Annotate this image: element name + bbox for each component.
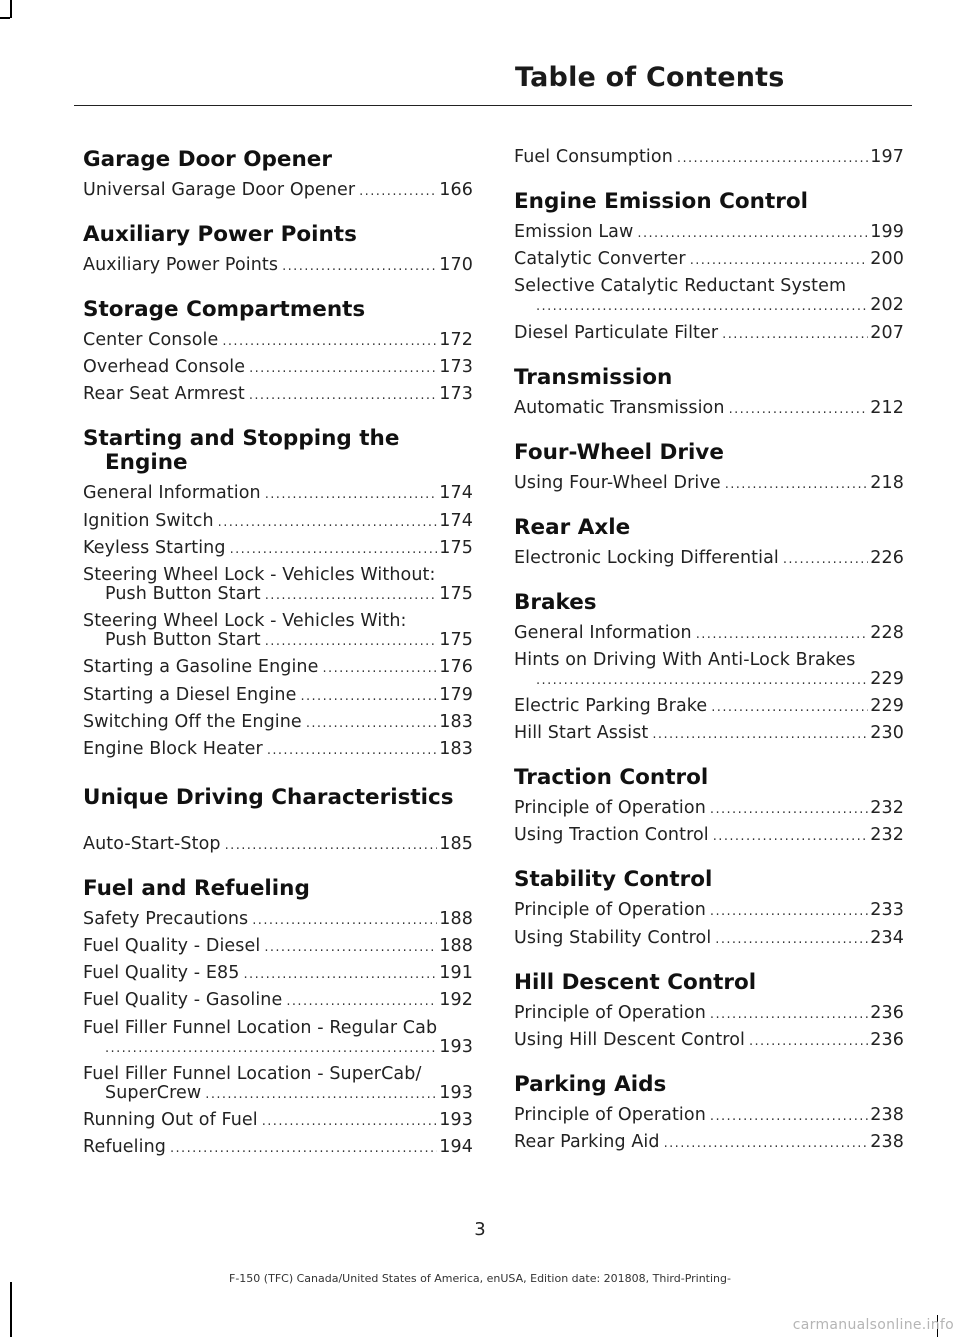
- toc-entry[interactable]: [514, 324, 904, 344]
- entry-page: 174: [439, 483, 473, 504]
- section-heading: Four-Wheel Drive: [514, 439, 724, 465]
- entry-page: 166: [439, 180, 473, 200]
- entry-title-line1: Steering Wheel Lock - Vehicles Without:: [83, 564, 436, 585]
- dot-leader: [713, 827, 869, 846]
- toc-entry[interactable]: [514, 1031, 904, 1051]
- entry-title: Emission Law: [514, 222, 634, 242]
- entry-page: 193: [439, 1110, 473, 1130]
- dot-leader: [244, 965, 438, 984]
- entry-title-line2: Push Button Start: [105, 583, 261, 604]
- section-heading: Unique Driving Characteristics: [83, 784, 454, 810]
- entry-title: Switching Off the Engine: [83, 711, 302, 732]
- section-heading: Parking Aids: [514, 1071, 667, 1097]
- entry-page: 232: [870, 825, 904, 846]
- entry-page: 175: [439, 583, 473, 604]
- entry-page: 172: [439, 330, 473, 350]
- entry-page: 230: [870, 723, 904, 744]
- entry-title: General Information: [514, 622, 692, 643]
- toc-entry[interactable]: [83, 1111, 473, 1131]
- entry-title: Fuel Quality - Gasoline: [83, 990, 283, 1011]
- spacer: [83, 819, 473, 835]
- toc-entry[interactable]: [83, 331, 473, 351]
- toc-entry[interactable]: [514, 250, 904, 270]
- dot-leader: [664, 1134, 869, 1153]
- dot-leader: [710, 800, 868, 819]
- entry-page: 232: [870, 798, 904, 819]
- dot-leader: [690, 251, 869, 270]
- toc-entry[interactable]: [514, 624, 904, 644]
- entry-title: Fuel Quality - Diesel: [83, 936, 261, 957]
- entry-title: Fuel Quality - E85: [83, 963, 240, 984]
- dot-leader: [249, 386, 437, 405]
- entry-title: Auto-Start-Stop: [83, 833, 221, 854]
- entry-title: Using Traction Control: [514, 825, 709, 846]
- toc-entry[interactable]: [514, 223, 904, 243]
- section-heading: Hill Descent Control: [514, 969, 757, 995]
- section-heading: Engine Emission Control: [514, 189, 808, 214]
- entry-title-line2: SuperCrew: [105, 1082, 202, 1103]
- entry-page: 175: [439, 537, 473, 558]
- dot-leader: [715, 930, 868, 949]
- section-heading: Fuel and Refueling: [83, 875, 310, 901]
- entry-page: 200: [870, 249, 904, 270]
- entry-title: Refueling: [83, 1137, 166, 1158]
- entry-title: Electric Parking Brake: [514, 695, 708, 716]
- entry-page: 188: [439, 936, 473, 957]
- toc-entry[interactable]: [83, 937, 473, 957]
- toc-entry[interactable]: [83, 358, 473, 378]
- toc-entry[interactable]: [514, 549, 904, 569]
- dot-leader: [249, 359, 437, 378]
- entry-page: 173: [439, 384, 473, 405]
- section-heading: Auxiliary Power Points: [83, 222, 357, 247]
- entry-page: 174: [439, 510, 473, 531]
- section-heading-line2: Engine: [105, 450, 188, 476]
- entry-title: Using Four-Wheel Drive: [514, 472, 721, 493]
- dot-leader: [323, 659, 438, 678]
- entry-page: 175: [439, 630, 473, 651]
- entry-page: 233: [870, 900, 904, 921]
- entry-page: 234: [870, 927, 904, 948]
- page-title: Table of Contents: [515, 62, 785, 93]
- entry-page: 173: [439, 357, 473, 378]
- toc-entry[interactable]: [514, 826, 904, 846]
- toc-entry[interactable]: [83, 686, 473, 706]
- entry-title: Using Hill Descent Control: [514, 1029, 745, 1050]
- toc-entry[interactable]: [514, 901, 904, 921]
- entry-title: Hill Start Assist: [514, 723, 649, 744]
- dot-leader: [359, 182, 437, 201]
- toc-entry[interactable]: [83, 181, 473, 201]
- dot-leader: [252, 911, 437, 930]
- entry-title-line1: Selective Catalytic Reductant System: [514, 276, 847, 297]
- dot-leader: [722, 325, 868, 344]
- dot-leader: [652, 725, 868, 744]
- dot-leader: [536, 297, 868, 316]
- section-heading: Garage Door Opener: [83, 147, 332, 172]
- toc-entry[interactable]: [83, 991, 473, 1011]
- entry-title: Auxiliary Power Points: [83, 255, 279, 275]
- toc-entry[interactable]: [83, 612, 473, 651]
- entry-page: 199: [870, 222, 904, 242]
- toc-entry[interactable]: [514, 697, 904, 717]
- entry-title: Universal Garage Door Opener: [83, 180, 356, 200]
- toc-entry[interactable]: [83, 910, 473, 930]
- entry-title: Starting a Diesel Engine: [83, 684, 297, 705]
- section-heading: Storage Compartments: [83, 297, 366, 322]
- dot-leader: [265, 586, 438, 605]
- entry-title: Using Stability Control: [514, 927, 712, 948]
- toc-entry[interactable]: [83, 566, 473, 605]
- page-number: 3: [474, 1219, 486, 1240]
- entry-title: General Information: [83, 483, 261, 504]
- toc-entry[interactable]: [83, 964, 473, 984]
- entry-title: Starting a Gasoline Engine: [83, 657, 319, 678]
- entry-title-line2: Push Button Start: [105, 630, 261, 651]
- entry-page: 183: [439, 738, 473, 759]
- dot-leader: [282, 257, 437, 276]
- entry-page: 236: [870, 1029, 904, 1050]
- entry-page: 183: [439, 711, 473, 732]
- toc-entry[interactable]: [83, 1065, 473, 1104]
- dot-leader: [264, 938, 437, 957]
- dot-leader: [696, 625, 869, 644]
- watermark: carmanualsonline.info: [792, 1317, 954, 1333]
- dot-leader: [265, 485, 438, 504]
- entry-page: 218: [870, 472, 904, 493]
- title-divider: [74, 105, 912, 106]
- dot-leader: [725, 475, 869, 494]
- toc-entry[interactable]: [514, 1106, 904, 1126]
- dot-leader: [783, 550, 868, 569]
- entry-page: 185: [439, 833, 473, 854]
- dot-leader: [225, 836, 438, 855]
- entry-page: 236: [870, 1002, 904, 1023]
- entry-title: Fuel Consumption: [514, 147, 673, 167]
- entry-page: 212: [870, 397, 904, 418]
- toc-entry[interactable]: [83, 740, 473, 760]
- entry-page: 226: [870, 547, 904, 568]
- section-heading: [83, 427, 473, 475]
- toc-entry[interactable]: [83, 835, 473, 855]
- entry-title: Electronic Locking Differential: [514, 547, 779, 568]
- crop-mark: [10, 1282, 12, 1337]
- toc-entry[interactable]: [83, 1019, 473, 1058]
- dot-leader: [306, 714, 437, 733]
- entry-page: 179: [439, 684, 473, 705]
- dot-leader: [710, 1107, 868, 1126]
- entry-title: Automatic Transmission: [514, 397, 725, 418]
- toc-entry[interactable]: [514, 651, 904, 690]
- toc-entry[interactable]: [514, 148, 904, 168]
- entry-page: 176: [439, 657, 473, 678]
- entry-page: 191: [439, 963, 473, 984]
- dot-leader: [536, 671, 868, 690]
- entry-page: 192: [439, 990, 473, 1011]
- entry-title: Rear Seat Armrest: [83, 384, 245, 405]
- entry-title: Rear Parking Aid: [514, 1131, 660, 1152]
- entry-title-line1: Steering Wheel Lock - Vehicles With:: [83, 611, 407, 632]
- dot-leader: [262, 1112, 438, 1131]
- dot-leader: [267, 741, 437, 760]
- toc-entry[interactable]: [514, 474, 904, 494]
- entry-title: Running Out of Fuel: [83, 1110, 258, 1130]
- toc-entry[interactable]: [514, 1133, 904, 1153]
- toc-entry[interactable]: [83, 385, 473, 405]
- toc-entry[interactable]: [83, 539, 473, 559]
- dot-leader: [205, 1085, 437, 1104]
- entry-page: 238: [870, 1131, 904, 1152]
- dot-leader: [729, 400, 869, 419]
- entry-title: Center Console: [83, 330, 219, 350]
- crop-mark: [10, 0, 12, 18]
- entry-page: 207: [870, 322, 904, 343]
- dot-leader: [230, 540, 438, 559]
- section-heading: Traction Control: [514, 765, 709, 791]
- entry-page: 229: [870, 695, 904, 716]
- crop-mark: [0, 17, 10, 19]
- toc-entry[interactable]: [83, 1138, 473, 1158]
- toc-entry[interactable]: [83, 512, 473, 532]
- entry-title: Principle of Operation: [514, 1104, 706, 1125]
- toc-entry[interactable]: [83, 256, 473, 276]
- entry-title: Principle of Operation: [514, 900, 706, 921]
- entry-page: 197: [870, 147, 904, 167]
- toc-right-column: [514, 148, 904, 1160]
- toc-entry[interactable]: [514, 799, 904, 819]
- dot-leader: [286, 992, 437, 1011]
- entry-title: Safety Precautions: [83, 908, 249, 929]
- entry-page: 229: [870, 668, 904, 689]
- dot-leader: [265, 632, 438, 651]
- dot-leader: [637, 224, 868, 243]
- toc-left-column: [83, 148, 473, 1165]
- toc-entry[interactable]: [83, 713, 473, 733]
- section-heading-line1: Starting and Stopping the: [83, 426, 400, 452]
- entry-title-line1: Fuel Filler Funnel Location - Regular Cab: [83, 1017, 438, 1038]
- dot-leader: [170, 1139, 437, 1158]
- section-heading: Stability Control: [514, 867, 713, 893]
- toc-entry[interactable]: [514, 399, 904, 419]
- toc-entry[interactable]: [83, 658, 473, 678]
- entry-page: 194: [439, 1137, 473, 1158]
- entry-page: 228: [870, 622, 904, 643]
- entry-title-line1: Hints on Driving With Anti-Lock Brakes: [514, 649, 856, 670]
- entry-page: 193: [439, 1036, 473, 1057]
- entry-title: Overhead Console: [83, 357, 246, 378]
- entry-title-line1: Fuel Filler Funnel Location - SuperCab/: [83, 1063, 422, 1084]
- dot-leader: [300, 687, 437, 706]
- entry-page: 188: [439, 908, 473, 929]
- page-footer: F-150 (TFC) Canada/United States of America, enUSA, Edition date: 201808, Third-Printing-: [229, 1272, 731, 1285]
- dot-leader: [749, 1032, 868, 1051]
- entry-page: 193: [439, 1082, 473, 1103]
- toc-entry[interactable]: [514, 1004, 904, 1024]
- section-heading: Brakes: [514, 589, 597, 615]
- dot-leader: [710, 1005, 868, 1024]
- entry-title: Keyless Starting: [83, 537, 226, 558]
- toc-entry[interactable]: [514, 277, 904, 316]
- dot-leader: [711, 698, 868, 717]
- section-heading: Transmission: [514, 364, 673, 390]
- section-heading: Rear Axle: [514, 514, 631, 540]
- toc-entry[interactable]: [514, 929, 904, 949]
- dot-leader: [710, 902, 868, 921]
- entry-page: 170: [439, 255, 473, 275]
- entry-page: 238: [870, 1104, 904, 1125]
- dot-leader: [218, 513, 438, 532]
- toc-entry[interactable]: [514, 724, 904, 744]
- entry-title: Principle of Operation: [514, 798, 706, 819]
- entry-title: Diesel Particulate Filter: [514, 322, 719, 343]
- entry-title: Principle of Operation: [514, 1002, 706, 1023]
- entry-title: Engine Block Heater: [83, 738, 263, 759]
- dot-leader: [105, 1039, 437, 1058]
- entry-page: 202: [870, 295, 904, 316]
- dot-leader: [222, 332, 437, 351]
- toc-entry[interactable]: [83, 484, 473, 504]
- entry-title: Ignition Switch: [83, 510, 214, 531]
- dot-leader: [677, 149, 868, 168]
- entry-title: Catalytic Converter: [514, 249, 686, 270]
